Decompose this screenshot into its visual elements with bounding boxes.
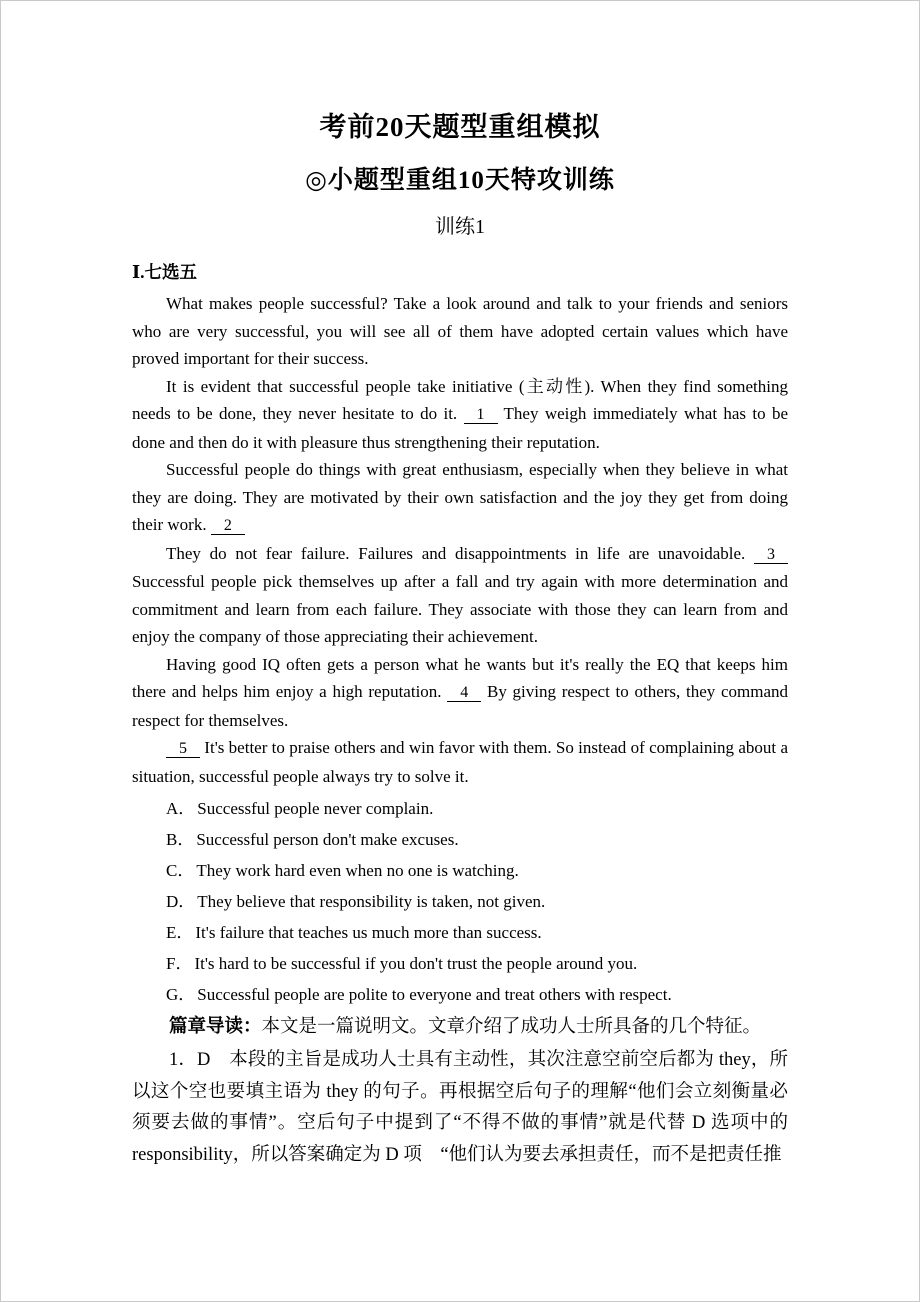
option-text: Successful people are polite to everyone and treat others with respect. [197, 985, 672, 1004]
option-letter: D． [166, 892, 196, 911]
option-letter: F． [166, 954, 193, 973]
options-list [132, 793, 788, 1010]
blank-3: 3 [754, 546, 788, 564]
blank-1: 1 [464, 406, 498, 424]
option-text: Successful people never complain. [197, 799, 434, 818]
blank-4: 4 [447, 684, 481, 702]
passage-paragraph: They do not fear failure. Failures and disappointments in life are unavoidable. 3 Successful people pick themselves up after a fall and try again with more determination and commitment and learn from each failure. They associate with those they can learn from and enjoy the company of those appreciating their achievement. [132, 543, 788, 646]
doc-subtitle: ◎小题型重组10天特攻训练 [305, 167, 615, 194]
option-text: They work hard even when no one is watching. [196, 861, 519, 880]
option-letter: C． [166, 861, 195, 880]
option-letter: A． [166, 799, 196, 818]
guide-label: 篇章导读： [169, 1017, 262, 1037]
option-text: They believe that responsibility is taken, not given. [197, 892, 546, 911]
blank-5: 5 [166, 740, 200, 758]
option-A [132, 793, 788, 824]
option-F [132, 948, 788, 979]
passage-paragraph: 5 It's better to praise others and win favor with them. So instead of complaining about a situation, successful people always try to solve it. [132, 738, 788, 786]
passage-paragraph: Having good IQ often gets a person what he wants but it's really the EQ that keeps him there and helps him enjoy a high reputation. 4 By giving respect to others, they command respect for themselves. [132, 654, 788, 730]
passage-guide [132, 1012, 788, 1043]
part-heading: Ⅰ.七选五 [132, 262, 198, 282]
passage-paragraph: What makes people successful? Take a look around and talk to your friends and seniors who are very successful, you will see all of them have adopted certain values which have proved important for their success. [132, 294, 788, 368]
reading-passage [132, 290, 788, 790]
passage-paragraph: It is evident that successful people take initiative (主动性). When they find something needs to be done, they never hesitate to do it. 1 They weigh immediately what has to be done and then do it with pleasure thus strengthening their reputation. [132, 376, 788, 452]
option-E [132, 917, 788, 948]
option-text: Successful person don't make excuses. [196, 830, 459, 849]
option-text: It's failure that teaches us much more than success. [195, 923, 542, 942]
option-letter: B． [166, 830, 195, 849]
passage-paragraph: Successful people do things with great enthusiasm, especially when they believe in what they are doing. They are motivated by their own satisfaction and the joy they get from doing their work. 2 [132, 460, 788, 534]
option-C [132, 855, 788, 886]
option-text: It's hard to be successful if you don't trust the people around you. [194, 954, 638, 973]
option-letter: E． [166, 923, 194, 942]
guide-text: 本文是一篇说明文。文章介绍了成功人士所具备的几个特征。 [261, 1017, 762, 1037]
doc-section-title: 训练1 [435, 216, 485, 238]
answer-analysis: 1．D 本段的主旨是成功人士具有主动性，其次注意空前空后都为 they，所以这个空也要填主语为 they 的句子。再根据空后句子的理解“他们会立刻衡量必须要去做的事情”。空后句子中提到了“不得不做的事情”就是代替 D 选项中的 responsibility，所以答案确定为 D 项 “他们认为要去承担责任，而不是把责任推 [132, 1050, 788, 1165]
option-letter: G． [166, 985, 196, 1004]
doc-title: 考前20天题型重组模拟 [319, 112, 601, 142]
blank-2: 2 [211, 517, 245, 535]
option-B [132, 824, 788, 855]
option-G [132, 979, 788, 1010]
option-D [132, 886, 788, 917]
